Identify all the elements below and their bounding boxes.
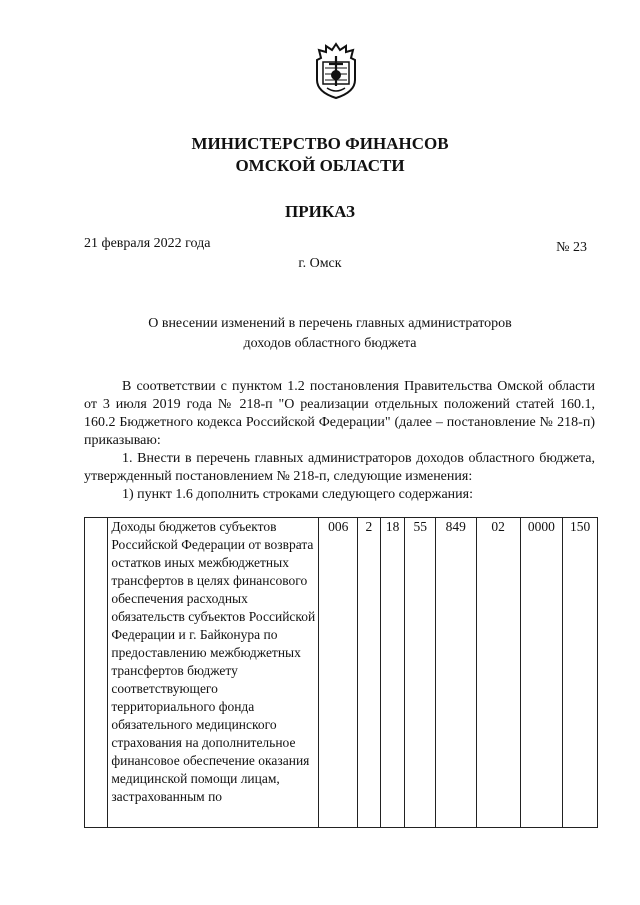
table-cell-code: 0000 xyxy=(520,518,563,828)
table-cell-code: 849 xyxy=(436,518,476,828)
order-date: 21 февраля 2022 года xyxy=(84,236,211,251)
table-cell-code: 150 xyxy=(563,518,598,828)
order-subject xyxy=(110,314,550,354)
budget-table xyxy=(84,517,598,828)
ministry-line2: ОМСКОЙ ОБЛАСТИ xyxy=(235,156,405,175)
table-cell-code: 2 xyxy=(358,518,381,828)
omsk-coat-of-arms-icon xyxy=(313,42,359,100)
body-paragraph-3: 1) пункт 1.6 дополнить строками следующего содержания: xyxy=(122,487,473,502)
city: г. Омск xyxy=(298,256,342,271)
subject-line2: доходов областного бюджета xyxy=(243,336,417,351)
table-cell-code: 006 xyxy=(319,518,358,828)
table-cell-description: Доходы бюджетов субъектов Российской Федерации от возврата остатков иных межбюджетных трансфертов в целях финансового обеспечения расходных обязательств субъектов Российской Федерации и г. Байконура по предоставлению межбюджетных трансфертов бюджету соответствующего территориального фонда обязательного медицинского страхования на дополнительное финансовое обеспечение оказания медицинской помощи лицам, застрахованным по xyxy=(108,518,319,828)
table-cell-code: 02 xyxy=(476,518,520,828)
body-paragraph-1: В соответствии с пунктом 1.2 постановления Правительства Омской области от 3 июля 2019 года № 218-п "О реализации отдельных положений статей 160.1, 160.2 Бюджетного кодекса Российской Федерации" (далее – постановление № 218-п) приказываю: xyxy=(84,379,595,448)
table-cell-code: 18 xyxy=(380,518,405,828)
table-cell-index xyxy=(85,518,108,828)
ministry-line1: МИНИСТЕРСТВО ФИНАНСОВ xyxy=(191,134,449,153)
table-row xyxy=(85,518,598,828)
body-paragraph-2: 1. Внести в перечень главных администраторов доходов областного бюджета, утвержденный постановлением № 218-п, следующие изменения: xyxy=(84,451,595,484)
order-number: № 23 xyxy=(556,240,587,255)
subject-line1: О внесении изменений в перечень главных администраторов xyxy=(148,316,512,331)
table-cell-code: 55 xyxy=(405,518,436,828)
doc-type-title: ПРИКАЗ xyxy=(285,202,355,221)
order-body xyxy=(84,378,595,504)
ministry-name xyxy=(0,133,640,177)
